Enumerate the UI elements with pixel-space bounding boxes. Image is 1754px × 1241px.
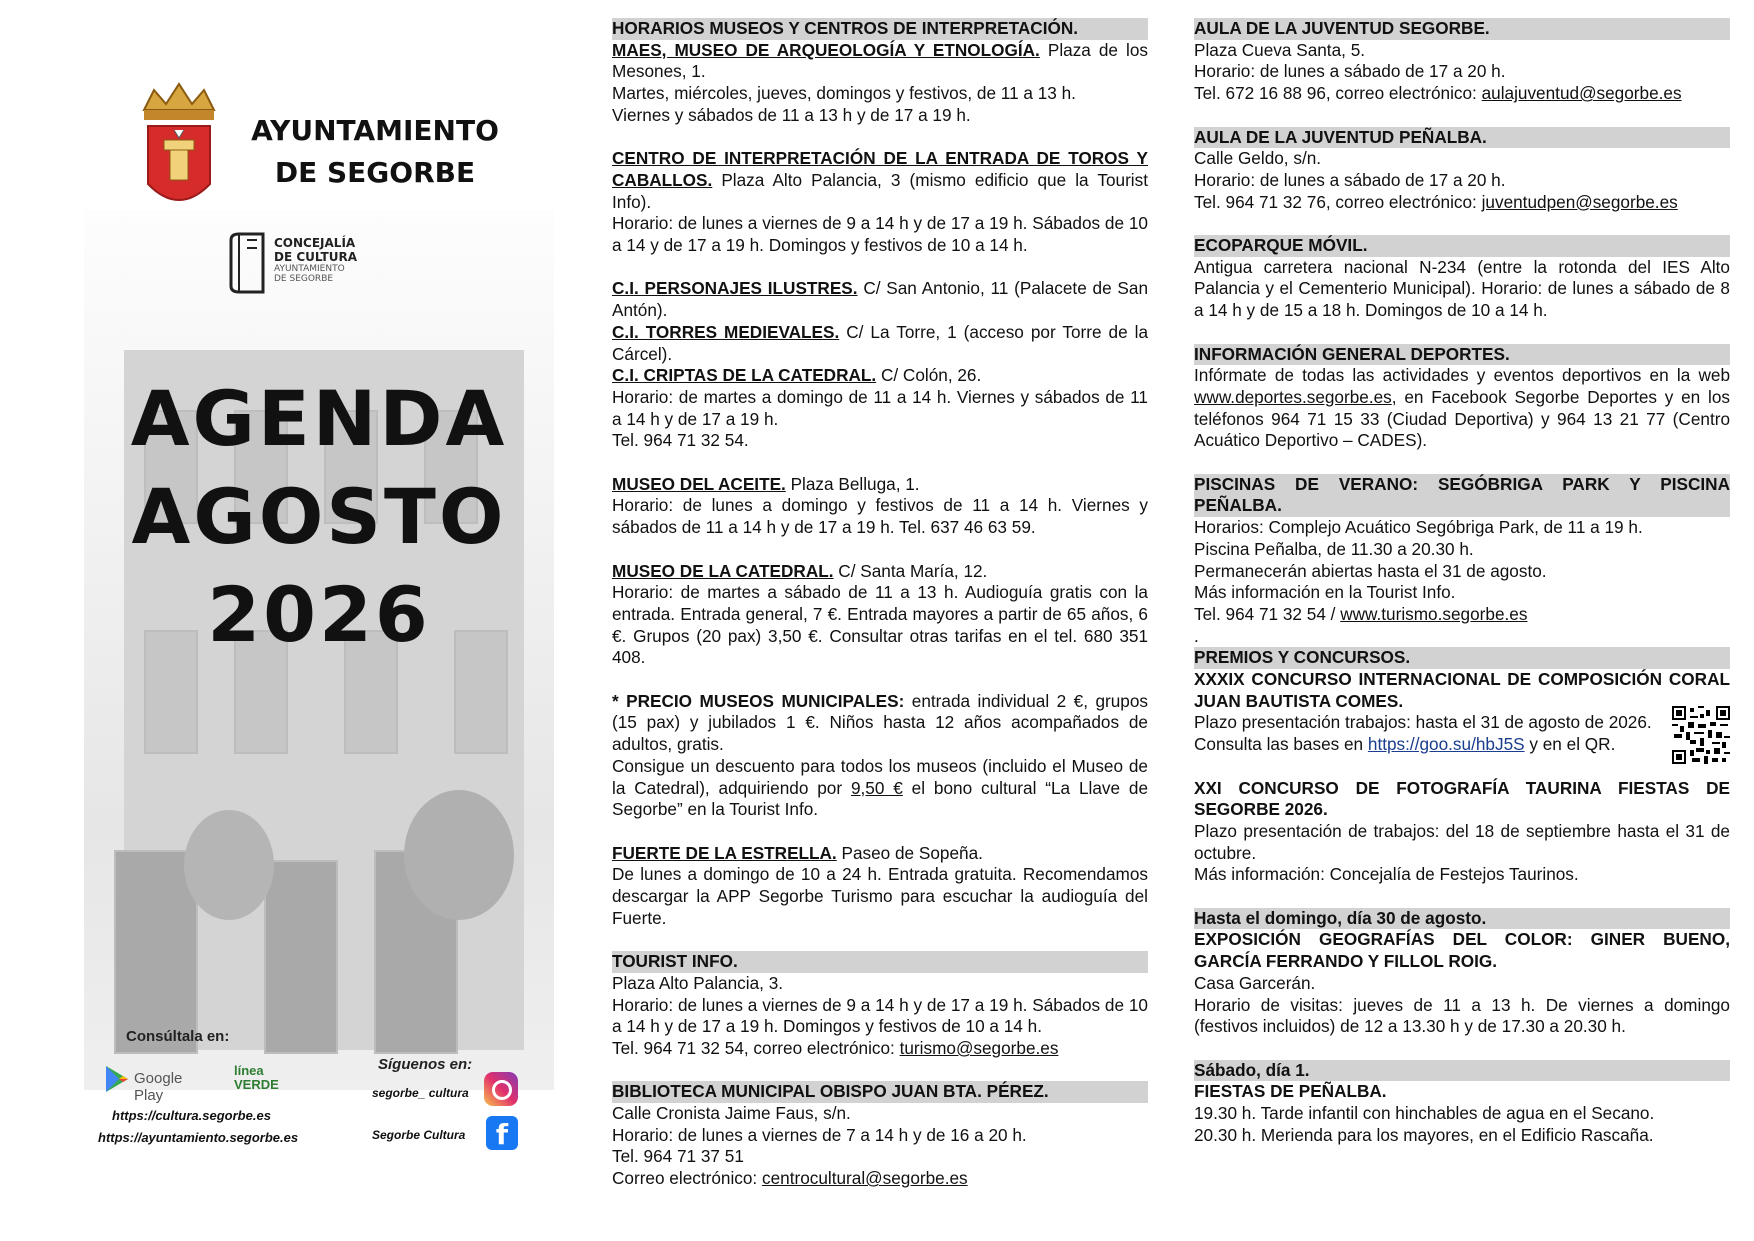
aceite-entry xyxy=(612,474,1148,496)
biblioteca-mail-label: Correo electrónico: xyxy=(612,1168,762,1189)
catedral-name: MUSEO DE LA CATEDRAL. xyxy=(612,560,834,581)
aula-segorbe-contact xyxy=(1194,83,1730,105)
biblioteca-hours: Horario: de lunes a viernes de 7 a 14 h y de 16 a 20 h. xyxy=(612,1124,1027,1145)
coral-bases xyxy=(1194,734,1730,756)
linea-verde-label: línea VERDE xyxy=(234,1063,279,1092)
piscinas-line-3: Permanecerán abiertas hasta el 31 de agosto. xyxy=(1194,560,1547,581)
piscinas-line-1: Horarios: Complejo Acuático Segóbriga Park, de 11 a 19 h. xyxy=(1194,517,1643,538)
torres-name: C.I. TORRES MEDIEVALES. xyxy=(612,321,840,342)
biblioteca-contact xyxy=(612,1168,1148,1190)
aula-segorbe-address: Plaza Cueva Santa, 5. xyxy=(1194,39,1366,60)
expo-place: Casa Garcerán. xyxy=(1194,972,1316,993)
foto-info: Más información: Concejalía de Festejos Taurinos. xyxy=(1194,864,1579,885)
concejalia-label xyxy=(274,236,357,284)
maes-entry xyxy=(612,40,1148,83)
agenda-title-line2: AGOSTO xyxy=(131,472,507,561)
agenda-title-year: 2026 xyxy=(207,570,431,659)
aceite-hours: Horario: de lunes a domingo y festivos de 11 a 14 h. Viernes y sábados de 11 a 14 h y de 17 a 19 h. Tel. 637 46 63 59. xyxy=(612,495,1148,538)
fuerte-name: FUERTE DE LA ESTRELLA. xyxy=(612,842,837,863)
foto-title: XXI CONCURSO DE FOTOGRAFÍA TAURINA FIESTAS DE SEGORBE 2026. xyxy=(1194,777,1730,820)
concejalia-line4: DE SEGORBE xyxy=(274,274,334,284)
maes-address: Plaza de los Mesones, 1. xyxy=(612,39,1148,82)
google-play-icon xyxy=(104,1064,130,1094)
org-name-line1: AYUNTAMIENTO xyxy=(251,114,499,147)
criptas-address: C/ Colón, 26. xyxy=(876,365,982,386)
torres-entry xyxy=(612,322,1148,365)
aula-penalba-email-link[interactable]: juventudpen@segorbe.es xyxy=(1481,191,1678,212)
tourist-contact xyxy=(612,1038,1148,1060)
museums-column xyxy=(612,18,1148,1190)
google-play-label: Google Play xyxy=(134,1070,183,1104)
sabado-title: FIESTAS DE PEÑALBA. xyxy=(1194,1081,1387,1102)
aula-penalba-hours: Horario: de lunes a sábado de 17 a 20 h. xyxy=(1194,169,1506,190)
aula-penalba-phone: Tel. 964 71 32 76, correo electrónico: xyxy=(1194,191,1482,212)
descuento-text-a: Consigue un descuento para todos los museos (incluido el Museo de la Catedral), adquiriendo por xyxy=(612,755,1148,798)
maes-hours-2: Viernes y sábados de 11 a 13 h y de 17 a 19 h. xyxy=(612,104,971,125)
siguenos-label: Síguenos en: xyxy=(378,1056,473,1073)
expo-title: EXPOSICIÓN GEOGRAFÍAS DEL COLOR: GINER BUENO, GARCÍA FERRANDO Y FILLOL ROIG. xyxy=(1194,929,1730,972)
sabado-event-2: 20.30 h. Merienda para los mayores, en el Edificio Rascaña. xyxy=(1194,1124,1654,1145)
ecoparque-text: Antigua carretera nacional N-234 (entre la rotonda del IES Alto Palancia y el Cementerio Municipal). Horario: de lunes a sábado de 8 a 14 h y de 15 a 18 h. Domingos de 10 a 14 h. xyxy=(1194,256,1730,321)
aula-penalba-contact xyxy=(1194,192,1730,214)
deportes-text xyxy=(1194,365,1730,452)
deportes-text-a: Infórmate de todas las actividades y eventos deportivos en la web xyxy=(1194,365,1730,386)
aula-segorbe-heading: AULA DE LA JUVENTUD SEGORBE. xyxy=(1194,18,1730,40)
agenda-title-line1: AGENDA xyxy=(130,374,508,463)
precio-label: * PRECIO MUSEOS MUNICIPALES: xyxy=(612,690,905,711)
catedral-address: C/ Santa María, 12. xyxy=(833,560,988,581)
consultala-label: Consúltala en: xyxy=(126,1028,230,1045)
concejalia-line1: CONCEJALÍA xyxy=(274,236,356,250)
deportes-heading: INFORMACIÓN GENERAL DEPORTES. xyxy=(1194,344,1730,366)
sabado-event-1: 19.30 h. Tarde infantil con hinchables de agua en el Secano. xyxy=(1194,1103,1655,1124)
tourist-email-link[interactable]: turismo@segorbe.es xyxy=(899,1037,1059,1058)
toros-address: Plaza Alto Palancia, 3 (mismo edificio que la Tourist Info). xyxy=(612,169,1148,212)
ci-phone: Tel. 964 71 32 54. xyxy=(612,430,749,451)
agenda-title xyxy=(84,370,554,664)
criptas-name: C.I. CRIPTAS DE LA CATEDRAL. xyxy=(612,365,877,386)
precio-entry xyxy=(612,691,1148,756)
piscinas-line-2: Piscina Peñalba, de 11.30 a 20.30 h. xyxy=(1194,538,1474,559)
coral-title: XXXIX CONCURSO INTERNACIONAL DE COMPOSICIÓN CORAL JUAN BAUTISTA COMES. xyxy=(1194,669,1730,711)
instagram-handle: segorbe_ cultura xyxy=(372,1086,469,1100)
concejalia-line3: AYUNTAMIENTO xyxy=(274,264,345,274)
linea-verde-badge[interactable] xyxy=(234,1060,294,1100)
facebook-handle: Segorbe Cultura xyxy=(372,1128,466,1142)
coral-bases-a: Consulta las bases en xyxy=(1194,734,1368,755)
deportes-text-b: , en Facebook Segorbe Deportes y en los teléfonos 964 71 15 33 (Ciudad Deportiva) y 964 13 21 77 (Centro Acuático Deportivo – CADES). xyxy=(1194,386,1730,451)
piscinas-line-4: Más información en la Tourist Info. xyxy=(1194,582,1456,603)
biblioteca-email-link[interactable]: centrocultural@segorbe.es xyxy=(761,1168,968,1189)
coral-plazo: Plazo presentación trabajos: hasta el 31 de agosto de 2026. xyxy=(1194,712,1652,733)
ayuntamiento-url[interactable]: https://ayuntamiento.segorbe.es xyxy=(98,1130,299,1145)
services-column xyxy=(1194,18,1730,1146)
turismo-web-link[interactable]: www.turismo.segorbe.es xyxy=(1340,603,1528,624)
biblioteca-phone: Tel. 964 71 37 51 xyxy=(612,1146,744,1167)
toros-entry xyxy=(612,148,1148,213)
coral-bases-link[interactable]: https://goo.su/hbJ5S xyxy=(1367,734,1525,755)
piscinas-heading: PISCINAS DE VERANO: SEGÓBRIGA PARK Y PISCINA PEÑALBA. xyxy=(1194,473,1730,516)
fuerte-entry xyxy=(612,843,1148,865)
concejalia-line2: DE CULTURA xyxy=(274,250,358,264)
deportes-web-link[interactable]: www.deportes.segorbe.es xyxy=(1194,386,1392,407)
maes-hours-1: Martes, miércoles, jueves, domingos y festivos, de 11 a 13 h. xyxy=(612,83,1076,104)
aula-penalba-heading: AULA DE LA JUVENTUD PEÑALBA. xyxy=(1194,127,1730,149)
aula-penalba-address: Calle Geldo, s/n. xyxy=(1194,148,1322,169)
org-name-line2: DE SEGORBE xyxy=(274,156,476,189)
catedral-entry xyxy=(612,561,1148,583)
piscinas-contact xyxy=(1194,604,1730,626)
premios-heading: PREMIOS Y CONCURSOS. xyxy=(1194,647,1730,669)
expo-date-heading: Hasta el domingo, día 30 de agosto. xyxy=(1194,908,1730,930)
cultura-url[interactable]: https://cultura.segorbe.es xyxy=(112,1108,271,1123)
personajes-address: C/ San Antonio, 11 (Palacete de San Antón). xyxy=(612,278,1149,321)
criptas-entry xyxy=(612,365,1148,387)
tourist-heading: TOURIST INFO. xyxy=(612,951,1148,973)
sabado-date-heading: Sábado, día 1. xyxy=(1194,1060,1730,1082)
foto-plazo: Plazo presentación de trabajos: del 18 de septiembre hasta el 31 de octubre. xyxy=(1194,820,1730,863)
torres-address: C/ La Torre, 1 (acceso por Torre de la Cárcel). xyxy=(612,321,1148,364)
tourist-address: Plaza Alto Palancia, 3. xyxy=(612,972,784,993)
tourist-hours: Horario: de lunes a viernes de 9 a 14 h y de 17 a 19 h. Sábados de 10 a 14 h y de 17 a 19 h. Domingos y festivos de 10 a 14 h. xyxy=(612,994,1148,1037)
maes-name: MAES, MUSEO DE ARQUEOLOGÍA Y ETNOLOGÍA. xyxy=(612,39,1040,60)
museos-heading: HORARIOS MUSEOS Y CENTROS DE INTERPRETACIÓN. xyxy=(612,18,1148,40)
descuento-price: 9,50 € xyxy=(850,777,903,798)
toros-hours: Horario: de lunes a viernes de 9 a 14 h y de 17 a 19 h. Sábados de 10 a 14 y de 17 a 19 h. Domingos y festivos de 10 a 14 h. xyxy=(612,213,1148,256)
org-name xyxy=(210,110,540,194)
aula-segorbe-phone: Tel. 672 16 88 96, correo electrónico: xyxy=(1194,83,1482,104)
personajes-entry xyxy=(612,278,1148,321)
aula-segorbe-email-link[interactable]: aulajuventud@segorbe.es xyxy=(1481,83,1682,104)
qr-code-icon[interactable] xyxy=(1672,706,1730,764)
precio-text: entrada individual 2 €, grupos (15 pax) y jubilados 1 €. Niños hasta 12 años acompañados de adultos, gratis. xyxy=(612,690,1148,755)
ci-hours: Horario: de martes a domingo de 11 a 14 h. Viernes y sábados de 11 a 14 h y de 17 a 19 h. xyxy=(612,386,1148,429)
aula-segorbe-hours: Horario: de lunes a sábado de 17 a 20 h. xyxy=(1194,61,1506,82)
expo-hours: Horario de visitas: jueves de 11 a 13 h. De viernes a domingo (festivos incluidos) de 12 a 13.30 h y de 17.30 a 20.30 h. xyxy=(1194,994,1730,1037)
instagram-icon[interactable] xyxy=(484,1072,518,1106)
tourist-phone: Tel. 964 71 32 54, correo electrónico: xyxy=(612,1037,900,1058)
piscinas-phone: Tel. 964 71 32 54 / xyxy=(1194,603,1341,624)
descuento-entry xyxy=(612,756,1148,821)
cover-panel xyxy=(84,60,554,1160)
aceite-address: Plaza Belluga, 1. xyxy=(785,473,920,494)
facebook-icon[interactable]: f xyxy=(486,1116,518,1150)
fuerte-address: Paseo de Sopeña. xyxy=(836,842,983,863)
fuerte-hours: De lunes a domingo de 10 a 24 h. Entrada gratuita. Recomendamos descargar la APP Segorbe Turismo para escuchar la audioguía del Fuerte. xyxy=(612,864,1148,928)
descuento-text-b: el bono cultural “La Llave de Segorbe” en la Tourist Info. xyxy=(612,777,1148,820)
stray-dot: . xyxy=(1194,625,1199,646)
catedral-hours: Horario: de martes a sábado de 11 a 13 h. Audioguía gratis con la entrada. Entrada general, 7 €. Entrada mayores a partir de 65 años, 6 €. Grupos (20 pax) 3,50 €. Consultar otras tarifas en el tel. 680 351 408. xyxy=(612,582,1148,668)
biblioteca-heading: BIBLIOTECA MUNICIPAL OBISPO JUAN BTA. PÉREZ. xyxy=(612,1081,1148,1103)
aceite-name: MUSEO DEL ACEITE. xyxy=(612,473,786,494)
ecoparque-heading: ECOPARQUE MÓVIL. xyxy=(1194,235,1730,257)
biblioteca-address: Calle Cronista Jaime Faus, s/n. xyxy=(612,1103,851,1124)
toros-name: CENTRO DE INTERPRETACIÓN DE LA ENTRADA DE TOROS Y CABALLOS. xyxy=(612,148,1148,190)
coral-bases-b: y en el QR. xyxy=(1524,734,1616,755)
personajes-name: C.I. PERSONAJES ILUSTRES. xyxy=(612,278,858,299)
google-play-badge[interactable] xyxy=(104,1060,214,1104)
